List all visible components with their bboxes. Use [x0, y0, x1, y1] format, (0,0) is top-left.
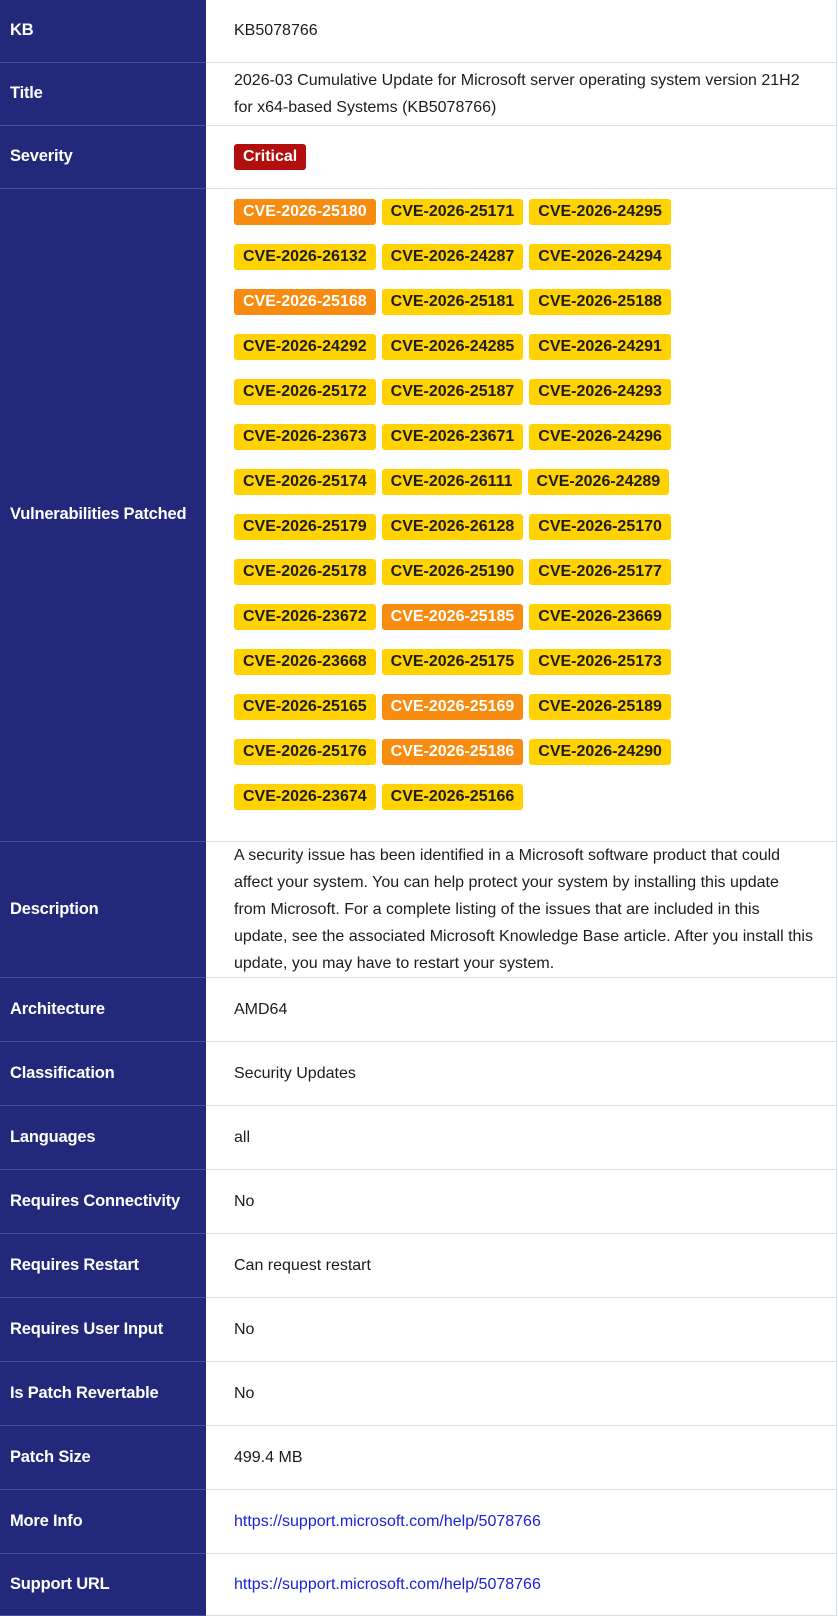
cve-badge-list	[234, 189, 814, 841]
value-severity	[206, 125, 836, 188]
cve-badge: CVE-2026-25168	[234, 289, 376, 315]
cve-badge: CVE-2026-25165	[234, 694, 376, 720]
row-severity	[0, 125, 836, 188]
cve-badge-row	[234, 244, 814, 289]
cve-badge-row	[234, 514, 814, 559]
cve-badge: CVE-2026-25176	[234, 739, 376, 765]
cve-badge: CVE-2026-24291	[529, 334, 671, 360]
cve-badge: CVE-2026-25174	[234, 469, 376, 495]
cve-badge: CVE-2026-24292	[234, 334, 376, 360]
row-vulnerabilities	[0, 188, 836, 841]
cve-badge: CVE-2026-24296	[529, 424, 671, 450]
cve-badge-row	[234, 739, 814, 784]
value-title: 2026-03 Cumulative Update for Microsoft server operating system version 21H2 for x64-based Systems (KB5078766)	[206, 62, 836, 125]
cve-badge: CVE-2026-23673	[234, 424, 376, 450]
cve-badge: CVE-2026-26111	[382, 469, 522, 495]
row-title	[0, 62, 836, 125]
label-kb: KB	[0, 0, 206, 62]
row-languages	[0, 1105, 836, 1169]
cve-badge: CVE-2026-25178	[234, 559, 376, 585]
cve-badge: CVE-2026-24294	[529, 244, 671, 270]
cve-badge: CVE-2026-24289	[528, 469, 670, 495]
label-architecture: Architecture	[0, 977, 206, 1041]
cve-badge-row	[234, 424, 814, 469]
cve-badge: CVE-2026-25186	[382, 739, 524, 765]
cve-badge: CVE-2026-25166	[382, 784, 524, 810]
row-more-info	[0, 1489, 836, 1553]
row-requires-connectivity	[0, 1169, 836, 1233]
row-architecture	[0, 977, 836, 1041]
row-requires-restart	[0, 1233, 836, 1297]
cve-badge: CVE-2026-25177	[529, 559, 671, 585]
cve-badge: CVE-2026-25190	[382, 559, 524, 585]
cve-badge-row	[234, 469, 814, 514]
cve-badge: CVE-2026-26128	[382, 514, 524, 540]
cve-badge: CVE-2026-25189	[529, 694, 671, 720]
cve-badge: CVE-2026-24295	[529, 199, 671, 225]
value-support-url	[206, 1553, 836, 1615]
label-requires-connectivity: Requires Connectivity	[0, 1169, 206, 1233]
cve-badge-row	[234, 649, 814, 694]
support-url-link[interactable]: https://support.microsoft.com/help/5078766	[234, 1575, 541, 1593]
cve-badge: CVE-2026-25170	[529, 514, 671, 540]
cve-badge: CVE-2026-25185	[382, 604, 524, 630]
cve-badge: CVE-2026-23668	[234, 649, 376, 675]
cve-badge-row	[234, 334, 814, 379]
cve-badge: CVE-2026-25180	[234, 199, 376, 225]
value-description: A security issue has been identified in a Microsoft software product that could affect your system. You can help protect your system by installing this update from Microsoft. For a complete listing of the issues that are included in this update, see the associated Microsoft Knowledge Base article. After you install this update, you may have to restart your system.	[206, 841, 836, 977]
value-requires-connectivity: No	[206, 1169, 836, 1233]
cve-badge: CVE-2026-25188	[529, 289, 671, 315]
value-kb: KB5078766	[206, 0, 836, 62]
value-more-info	[206, 1489, 836, 1553]
cve-badge: CVE-2026-26132	[234, 244, 376, 270]
row-kb	[0, 0, 836, 62]
cve-badge-row	[234, 604, 814, 649]
cve-badge-row	[234, 784, 814, 829]
label-requires-restart: Requires Restart	[0, 1233, 206, 1297]
cve-badge: CVE-2026-25173	[529, 649, 671, 675]
cve-badge: CVE-2026-25179	[234, 514, 376, 540]
cve-badge-row	[234, 559, 814, 604]
value-languages: all	[206, 1105, 836, 1169]
row-support-url	[0, 1553, 836, 1615]
label-title: Title	[0, 62, 206, 125]
cve-badge: CVE-2026-24290	[529, 739, 671, 765]
cve-badge: CVE-2026-25187	[382, 379, 524, 405]
cve-badge: CVE-2026-24287	[382, 244, 524, 270]
row-requires-user-input	[0, 1297, 836, 1361]
label-is-patch-revertable: Is Patch Revertable	[0, 1361, 206, 1425]
row-is-patch-revertable	[0, 1361, 836, 1425]
cve-badge: CVE-2026-23669	[529, 604, 671, 630]
cve-badge-row	[234, 379, 814, 424]
label-languages: Languages	[0, 1105, 206, 1169]
row-patch-size	[0, 1425, 836, 1489]
cve-badge: CVE-2026-23672	[234, 604, 376, 630]
cve-badge: CVE-2026-25172	[234, 379, 376, 405]
value-vulnerabilities	[206, 188, 836, 841]
value-patch-size: 499.4 MB	[206, 1425, 836, 1489]
label-classification: Classification	[0, 1041, 206, 1105]
value-is-patch-revertable: No	[206, 1361, 836, 1425]
value-architecture: AMD64	[206, 977, 836, 1041]
row-classification	[0, 1041, 836, 1105]
cve-badge-row	[234, 289, 814, 334]
more-info-link[interactable]: https://support.microsoft.com/help/5078766	[234, 1512, 541, 1530]
cve-badge: CVE-2026-25169	[382, 694, 524, 720]
cve-badge: CVE-2026-24285	[382, 334, 524, 360]
label-more-info: More Info	[0, 1489, 206, 1553]
cve-badge: CVE-2026-23671	[382, 424, 524, 450]
cve-badge: CVE-2026-23674	[234, 784, 376, 810]
label-description: Description	[0, 841, 206, 977]
label-patch-size: Patch Size	[0, 1425, 206, 1489]
row-description	[0, 841, 836, 977]
label-vulnerabilities: Vulnerabilities Patched	[0, 188, 206, 841]
cve-badge-row	[234, 694, 814, 739]
label-support-url: Support URL	[0, 1553, 206, 1615]
cve-badge-row	[234, 199, 814, 244]
severity-badge: Critical	[234, 144, 306, 170]
cve-badge: CVE-2026-25175	[382, 649, 524, 675]
cve-badge: CVE-2026-25171	[382, 199, 524, 225]
cve-badge: CVE-2026-24293	[529, 379, 671, 405]
value-requires-user-input: No	[206, 1297, 836, 1361]
cve-badge: CVE-2026-25181	[382, 289, 524, 315]
value-requires-restart: Can request restart	[206, 1233, 836, 1297]
value-classification: Security Updates	[206, 1041, 836, 1105]
label-requires-user-input: Requires User Input	[0, 1297, 206, 1361]
label-severity: Severity	[0, 125, 206, 188]
